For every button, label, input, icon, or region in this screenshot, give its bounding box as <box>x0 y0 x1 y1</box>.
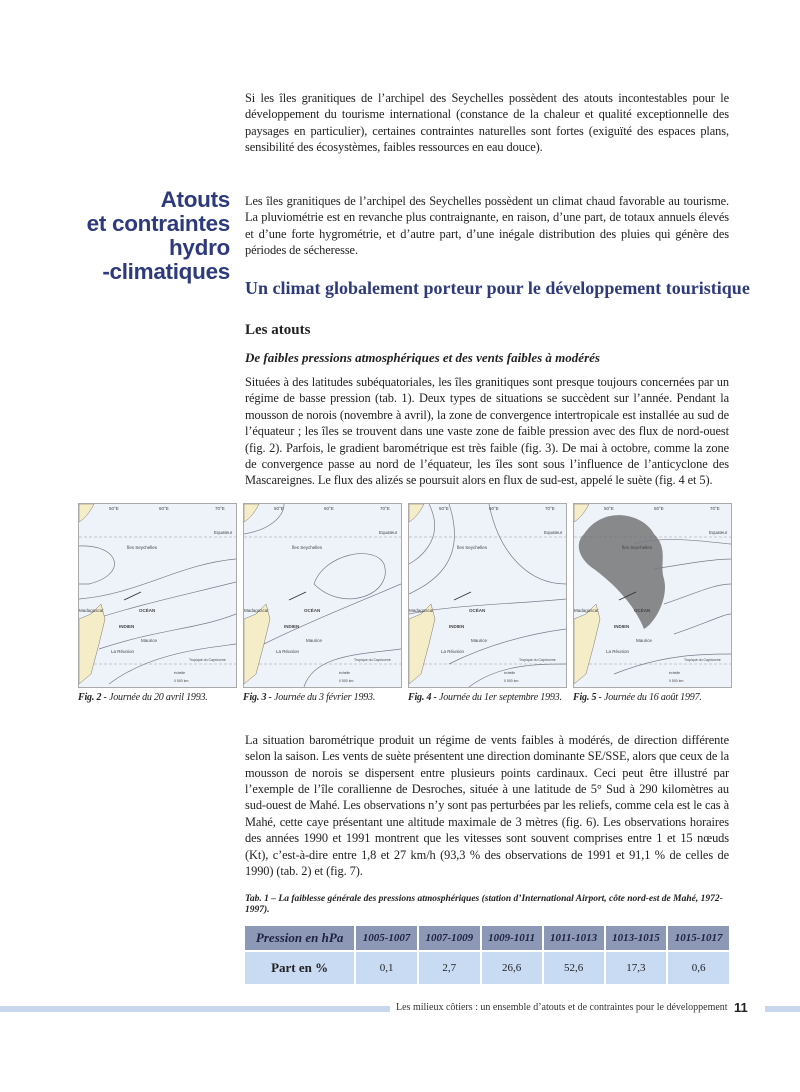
table-cell: 52,6 <box>544 952 604 984</box>
seychelles-label: Îles Seychelles <box>292 544 323 550</box>
figure-caption-text: Journée du 20 avril 1993. <box>109 691 208 703</box>
table-header-cell: 1013-1015 <box>606 926 667 950</box>
figure-caption-text: Journée du 3 février 1993. <box>274 691 376 703</box>
main-flow <box>0 374 800 1018</box>
longitude-label: 70°E <box>545 505 555 511</box>
tropic-label: Tropique du Capricorne <box>354 657 391 662</box>
longitude-label: 60°E <box>159 505 169 511</box>
longitude-label: 50°E <box>109 505 119 511</box>
ocean-label: OCÉAN <box>304 607 321 613</box>
wind-arrow <box>124 592 141 600</box>
page-number: 11 <box>734 999 748 1015</box>
isobar-line <box>469 664 566 687</box>
seychelles-label: Îles Seychelles <box>622 544 653 550</box>
table-caption: Tab. 1 – La faiblesse générale des pressions atmosphériques (station d’International Airport, côte nord-est de Mahé, 1972-1997). <box>245 893 723 915</box>
ocean-label: OCÉAN <box>469 607 486 613</box>
reunion-label: La Réunion <box>441 648 465 654</box>
intro-paragraph: Si les îles granitiques de l’archipel des Seychelles possèdent des atouts incontestables pour le développement du tourisme international (constance de la chaleur et qualité exceptionnelle des paysages en particulier), certaines contraintes naturelles sont fortes (exiguïté des espaces plans, sensibilité des écosystèmes, faibles ressources en eau douce). <box>245 91 729 155</box>
ocean-label: OCÉAN <box>139 607 156 613</box>
figure <box>243 503 402 704</box>
longitude-label: 50°E <box>439 505 449 511</box>
maurice-label: Maurice <box>141 637 158 643</box>
indien-label: INDIEN <box>119 623 135 629</box>
africa-coast-shape <box>574 504 589 522</box>
page-footer <box>0 1000 800 1018</box>
indien-label: INDIEN <box>284 623 300 629</box>
equator-label: Equateur <box>709 529 728 535</box>
section-title-line: -climatiques <box>102 259 230 284</box>
isobar-line <box>99 614 236 649</box>
equator-label: Equateur <box>214 529 233 535</box>
tropic-label: Tropique du Capricorne <box>684 657 721 662</box>
scale-label: échelle <box>339 670 351 675</box>
table-header-row <box>245 926 729 950</box>
reunion-label: La Réunion <box>276 648 300 654</box>
table-cell: 0,1 <box>356 952 417 984</box>
africa-coast-shape <box>79 504 94 522</box>
section-title-line: hydro <box>168 235 230 260</box>
table-header-cell: 1007-1009 <box>419 926 480 950</box>
figures-row <box>0 503 800 704</box>
madagascar-shape <box>409 604 435 684</box>
reunion-label: La Réunion <box>606 648 630 654</box>
footer-bar-left <box>0 1006 390 1012</box>
reunion-label: La Réunion <box>111 648 135 654</box>
longitude-label: 60°E <box>489 505 499 511</box>
isobar-line <box>264 584 401 644</box>
table-header-cell: 1011-1013 <box>544 926 604 950</box>
scale-km-label: 0 500 km <box>669 678 684 683</box>
figure-caption <box>573 692 732 704</box>
section-title-line: et contraintes <box>86 211 230 236</box>
figure-number: Fig. 4 - <box>408 691 437 703</box>
tropic-label: Tropique du Capricorne <box>519 657 556 662</box>
madagascar-label: Madagascar <box>244 607 269 613</box>
africa-coast-shape <box>244 504 259 522</box>
seychelles-label: Îles Seychelles <box>457 544 488 550</box>
table-header-cell: Pression en hPa <box>245 926 354 950</box>
africa-coast-shape <box>409 504 424 522</box>
longitude-label: 60°E <box>324 505 334 511</box>
body-paragraph-1: Situées à des latitudes subéquatoriales, les îles granitiques sont presque toujours concernées par un régime de basse pression (tab. 1). Deux types de situations se succèdent sur l’année. Pendant la mousson de norois (novembre à avril), la zone de convergence intertropicale est installée au sud de l’équateur ; les îles se trouvent dans une vaste zone de faible pression avec des flux de nord-ouest (fig. 2). Parfois, le gradient barométrique est très faible (fig. 3). De mai à octobre, comme la zone de convergence passe au nord de l’équateur, les îles sont sous l’influence de l’anticyclone des Mascareignes. Le flux des alizés se poursuit alors en flux de sud-est, appelé le suète (fig. 4 et 5). <box>245 375 729 488</box>
figure-number: Fig. 3 - <box>243 691 272 703</box>
longitude-label: 50°E <box>604 505 614 511</box>
scale-label: échelle <box>174 670 186 675</box>
longitude-label: 50°E <box>274 505 284 511</box>
tropic-label: Tropique du Capricorne <box>189 657 226 662</box>
equator-label: Equateur <box>544 529 563 535</box>
scale-label: échelle <box>669 670 681 675</box>
madagascar-shape <box>244 604 270 684</box>
ocean-label: OCÉAN <box>634 607 651 613</box>
figure <box>408 503 567 704</box>
figure <box>573 503 732 704</box>
figure-caption-text: Journée du 1er septembre 1993. <box>439 691 562 703</box>
isobar-line <box>664 584 731 604</box>
seychelles-label: Îles Seychelles <box>127 544 158 550</box>
figure-caption <box>243 692 402 704</box>
isobar-line <box>79 546 114 584</box>
table-header-cell: 1009-1011 <box>482 926 542 950</box>
longitude-label: 70°E <box>380 505 390 511</box>
maurice-label: Maurice <box>471 637 488 643</box>
madagascar-shape <box>79 604 105 684</box>
figure-caption-text: Journée du 16 août 1997. <box>604 691 702 703</box>
isobar-map <box>408 503 567 688</box>
isobar-line <box>654 559 731 569</box>
scale-label: échelle <box>504 670 516 675</box>
figure-caption <box>78 692 237 704</box>
table-cell: 17,3 <box>606 952 667 984</box>
heading-atouts: Les atouts <box>245 322 311 338</box>
footer-bar-right <box>765 1006 800 1012</box>
isobar-line <box>489 504 566 584</box>
madagascar-label: Madagascar <box>574 607 599 613</box>
heading-climate: Un climat globalement porteur pour le développement touristique <box>245 278 750 298</box>
isobar-line <box>314 553 385 598</box>
table-row <box>245 952 729 984</box>
isobar-map <box>243 503 402 688</box>
isobar-map <box>78 503 237 688</box>
section-title <box>87 188 230 284</box>
figure-number: Fig. 5 - <box>573 691 602 703</box>
heading-pressures: De faibles pressions atmosphériques et des vents faibles à modérés <box>245 350 600 365</box>
maurice-label: Maurice <box>306 637 323 643</box>
section-intro-paragraph: Les îles granitiques de l’archipel des Seychelles possèdent un climat chaud favorable au tourisme. La pluviométrie est en revanche plus contraignante, en raison, d’une part, de totaux annuels élevés et d’une forte hygrométrie, et d’autre part, d’une inégale distribution des pluies qui génère des périodes de sécheresse. <box>245 194 729 258</box>
longitude-label: 70°E <box>710 505 720 511</box>
scale-km-label: 0 500 km <box>174 678 189 683</box>
figure <box>78 503 237 704</box>
equator-label: Equateur <box>379 529 398 535</box>
table-header-cell: 1005-1007 <box>356 926 417 950</box>
isobar-map <box>573 503 732 688</box>
isobar-line <box>674 614 731 634</box>
madagascar-shape <box>574 604 600 684</box>
figure-number: Fig. 2 - <box>78 691 107 703</box>
wind-arrow <box>289 592 306 600</box>
table-cell: 26,6 <box>482 952 542 984</box>
indien-label: INDIEN <box>449 623 465 629</box>
pressure-table <box>243 924 731 986</box>
madagascar-label: Madagascar <box>79 607 104 613</box>
longitude-label: 70°E <box>215 505 225 511</box>
body-paragraph-2: La situation barométrique produit un régime de vents faibles à modérés, de direction différente selon la saison. Les vents de suète présentent une direction dominante SE/SSE, alors que ceux de la mousson de norois se dispersent entre plusieurs points cardinaux. Ceci peut être illustré par l’exemple de l’île corallienne de Desroches, située à une latitude de 5° Sud à 290 kilomètres au sud-ouest de Mahé. Les observations n’y sont pas perturbées par les reliefs, comme cela est le cas à Mahé, cette caye présentant une altitude maximale de 3 mètres (fig. 6). Les observations horaires des années 1990 et 1991 montrent que les vitesses sont souvent comprises entre 1 et 15 nœuds (Kt), c’est-à-dire entre 1,8 et 27 km/h (93,3 % des observations de 1991 et 91,1 % de celles de 1990) (tab. 2) et (fig. 7). <box>245 732 729 879</box>
table-cell: 2,7 <box>419 952 480 984</box>
footer-text: Les milieux côtiers : un ensemble d’atouts et de contraintes pour le développement <box>396 1001 728 1013</box>
section-title-line: Atouts <box>160 187 230 212</box>
table-header-cell: 1015-1017 <box>668 926 729 950</box>
longitude-label: 60°E <box>654 505 664 511</box>
madagascar-label: Madagascar <box>409 607 434 613</box>
table-cell: 0,6 <box>668 952 729 984</box>
wind-arrow <box>454 592 471 600</box>
table-cell: Part en % <box>245 952 354 984</box>
maurice-label: Maurice <box>636 637 653 643</box>
scale-km-label: 0 500 km <box>339 678 354 683</box>
isobar-line <box>409 504 454 594</box>
scale-km-label: 0 500 km <box>504 678 519 683</box>
figure-caption <box>408 692 567 704</box>
indien-label: INDIEN <box>614 623 630 629</box>
